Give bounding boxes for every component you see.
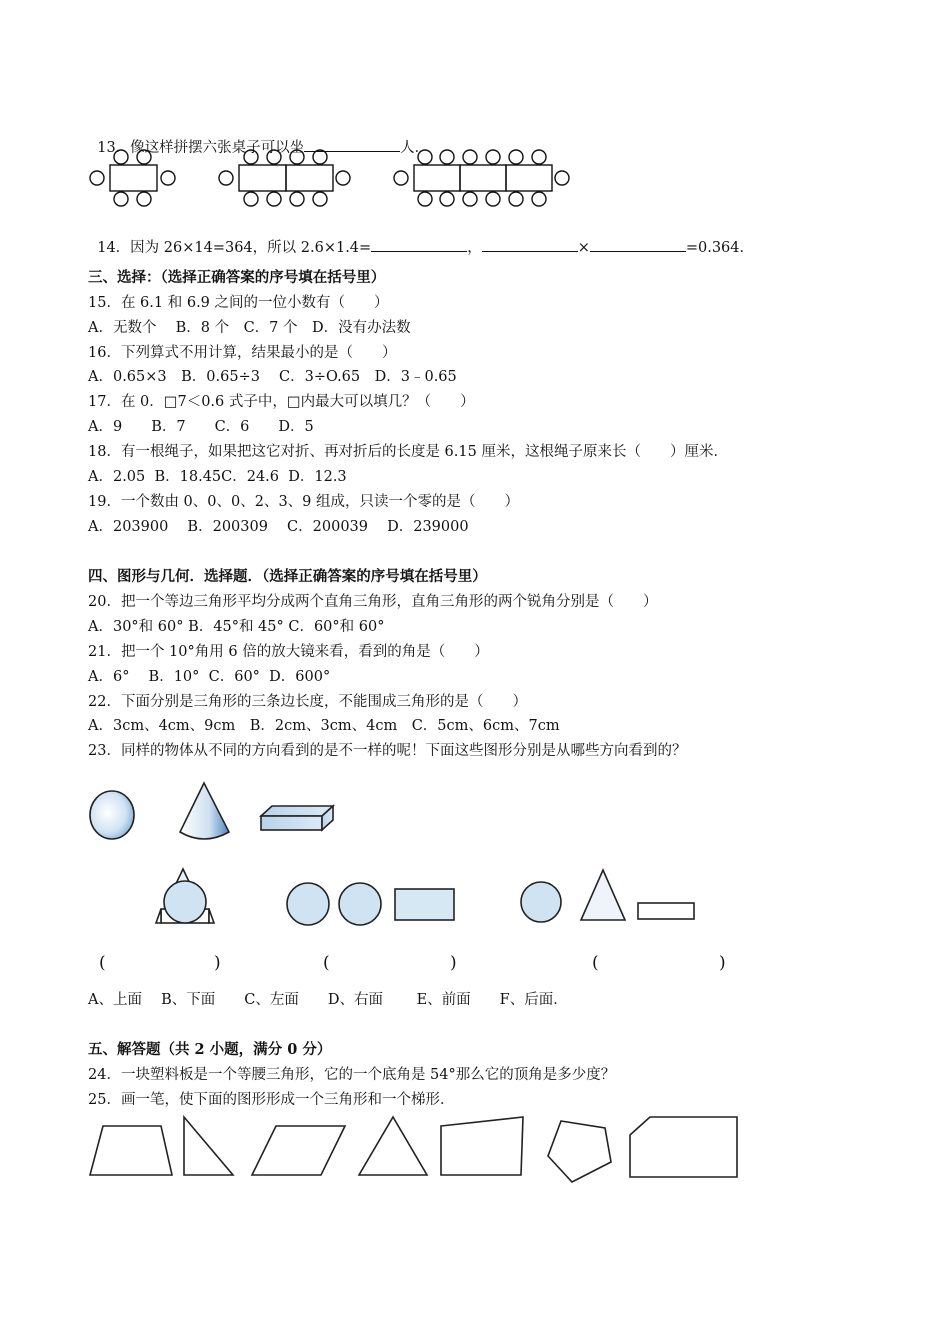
- q14-comma: ，: [467, 240, 482, 256]
- q23-options: A、上面 B、下面 C、左面 D、右面 E、前面 F、后面．: [88, 992, 568, 1008]
- q20-options: A．30°和 60° B．45°和 45° C．60°和 60°: [88, 619, 385, 635]
- trapezoid-shape[interactable]: [90, 1126, 172, 1175]
- section-5-title: 五、解答题（共 2 小题，满分 0 分）: [88, 1041, 332, 1058]
- q13-suffix: 人．: [400, 140, 430, 156]
- q19-options: A．203900 B．200309 C．200039 D．239000: [88, 519, 469, 535]
- pentagon-shape[interactable]: [548, 1121, 611, 1182]
- q18-options: A．2.05 B．18.45C．24.6 D．12.3: [88, 469, 347, 485]
- q24-stem: 24．一块塑料板是一个等腰三角形，它的一个底角是 54°那么它的顶角是多少度？: [88, 1067, 616, 1083]
- q23-stem: 23．同样的物体从不同的方向看到的是不一样的呢！下面这些图形分别是从哪些方向看到的？: [88, 743, 687, 759]
- q14-text: 14．因为 26×14=364，所以 2.6×1.4=: [97, 240, 372, 256]
- answer-paren-3-close[interactable]: ): [719, 953, 726, 973]
- q15-stem: 15．在 6.1 和 6.9 之间的一位小数有（ ）: [88, 295, 389, 311]
- answer-paren-2-close[interactable]: ): [450, 953, 457, 973]
- q22-stem: 22．下面分别是三角形的三条边长度，不能围成三角形的是（ ）: [88, 694, 527, 710]
- hexagon-shape[interactable]: [630, 1117, 737, 1177]
- answer-paren-1-open: (: [99, 953, 106, 973]
- section-4-title: 四、图形与几何．选择题．（选择正确答案的序号填在括号里）: [88, 568, 487, 585]
- answer-paren-1-close[interactable]: ): [214, 953, 221, 973]
- answer-paren-3-open: (: [592, 953, 599, 973]
- q21-stem: 21．把一个 10°角用 6 倍的放大镜来看，看到的角是（ ）: [88, 644, 489, 660]
- q13-text: 13．像这样拼摆六张桌子可以坐: [97, 140, 305, 156]
- section-3-title: 三、选择：（选择正确答案的序号填在括号里）: [88, 269, 386, 286]
- q21-options: A．6° B．10° C．60° D．600°: [88, 669, 331, 685]
- q19-stem: 19．一个数由 0、0、0、2、3、9 组成，只读一个零的是（ ）: [88, 494, 520, 510]
- q20-stem: 20．把一个等边三角形平均分成两个直角三角形，直角三角形的两个锐角分别是（ ）: [88, 594, 658, 610]
- q16-stem: 16．下列算式不用计算，结果最小的是（ ）: [88, 345, 397, 361]
- triangle-shape[interactable]: [359, 1117, 427, 1175]
- q17-stem: 17．在 0．□7＜0.6 式子中，□内最大可以填几？（ ）: [88, 394, 475, 410]
- q22-options: A．3cm、4cm、9cm B．2cm、3cm、4cm C．5cm、6cm、7cm: [88, 718, 560, 734]
- q14-times: ×: [577, 240, 590, 256]
- right-triangle-shape[interactable]: [184, 1117, 233, 1175]
- q18-stem: 18．有一根绳子，如果把这它对折、再对折后的长度是 6.15 厘米，这根绳子原来长（ ）厘米．: [88, 444, 728, 460]
- quadrilateral-shape[interactable]: [441, 1117, 523, 1175]
- q14-suffix: =0.364．: [685, 240, 755, 256]
- q15-options: A．无数个 B．8 个 C．7 个 D．没有办法数: [88, 320, 411, 336]
- answer-paren-2-open: (: [323, 953, 330, 973]
- parallelogram-shape[interactable]: [252, 1126, 345, 1175]
- q25-stem: 25．画一笔，使下面的图形形成一个三角形和一个梯形．: [88, 1092, 455, 1108]
- q17-options: A．9 B．7 C．6 D．5: [88, 419, 314, 435]
- q16-options: A．0.65×3 B．0.65÷3 C．3÷O.65 D．3﹣0.65: [88, 369, 457, 385]
